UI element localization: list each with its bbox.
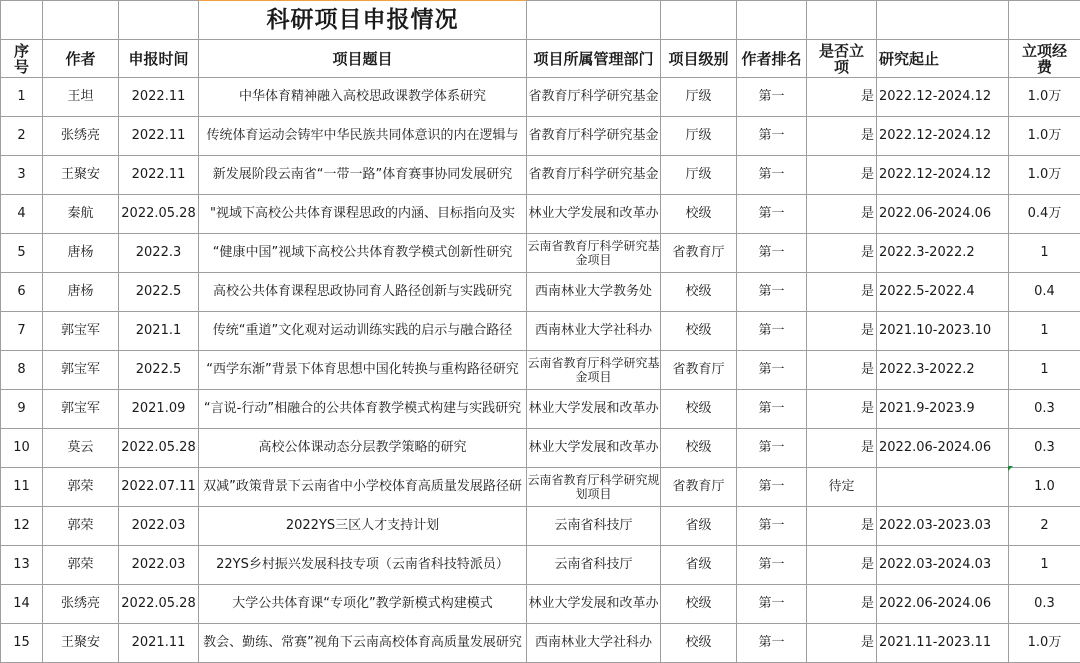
cell-time[interactable]: 2021.1: [119, 312, 199, 351]
cell-dept[interactable]: 云南省科技厅: [527, 507, 661, 546]
cell-dept[interactable]: 林业大学发展和改革办: [527, 390, 661, 429]
cell-no[interactable]: 8: [1, 351, 43, 390]
cell[interactable]: [1, 1, 43, 40]
cell-period[interactable]: 2022.5-2022.4: [877, 273, 1009, 312]
cell-period[interactable]: 2022.06-2024.06: [877, 585, 1009, 624]
cell-time[interactable]: 2021.11: [119, 624, 199, 663]
cell-approved[interactable]: 是: [807, 117, 877, 156]
cell[interactable]: [661, 1, 737, 40]
cell-period[interactable]: 2021.11-2023.11: [877, 624, 1009, 663]
header-rank[interactable]: 作者排名: [737, 40, 807, 78]
cell-period[interactable]: 2022.12-2024.12: [877, 117, 1009, 156]
cell-period[interactable]: 2022.03-2024.03: [877, 546, 1009, 585]
cell-time[interactable]: 2022.05.28: [119, 429, 199, 468]
cell-level[interactable]: 校级: [661, 195, 737, 234]
cell-dept[interactable]: 西南林业大学教务处: [527, 273, 661, 312]
cell[interactable]: [877, 1, 1009, 40]
cell-approved[interactable]: 是: [807, 78, 877, 117]
cell-topic[interactable]: 22YS乡村振兴发展科技专项（云南省科技特派员）: [199, 546, 527, 585]
header-author[interactable]: 作者: [43, 40, 119, 78]
table-row: [1, 312, 1080, 351]
cell-no[interactable]: 1: [1, 78, 43, 117]
table-row: [1, 351, 1080, 390]
cell-topic[interactable]: 教会、勤练、常赛”视角下云南高校体育高质量发展研究: [199, 624, 527, 663]
cell-period[interactable]: 2022.3-2022.2: [877, 351, 1009, 390]
header-topic[interactable]: 项目题目: [199, 40, 527, 78]
cell-fund[interactable]: 1: [1009, 234, 1080, 273]
cell-topic[interactable]: “健康中国”视域下高校公共体育教学模式创新性研究: [199, 234, 527, 273]
header-period[interactable]: 研究起止: [877, 40, 1009, 78]
cell-level[interactable]: 省级: [661, 507, 737, 546]
cell-author[interactable]: 郭荣: [43, 546, 119, 585]
cell-period[interactable]: 2021.10-2023.10: [877, 312, 1009, 351]
cell-no[interactable]: 9: [1, 390, 43, 429]
cell-level[interactable]: 校级: [661, 585, 737, 624]
cell-rank[interactable]: 第一: [737, 390, 807, 429]
cell-time[interactable]: 2022.3: [119, 234, 199, 273]
cell-fund[interactable]: 1.0万: [1009, 156, 1080, 195]
cell-no[interactable]: 12: [1, 507, 43, 546]
cell-approved[interactable]: 是: [807, 429, 877, 468]
cell[interactable]: [527, 1, 661, 40]
cell-fund[interactable]: 1.0: [1009, 468, 1080, 507]
cell-approved[interactable]: 是: [807, 390, 877, 429]
cell-fund[interactable]: 0.3: [1009, 390, 1080, 429]
cell-period[interactable]: 2022.3-2022.2: [877, 234, 1009, 273]
cell-author[interactable]: 王聚安: [43, 156, 119, 195]
cell-no[interactable]: 13: [1, 546, 43, 585]
cell-no[interactable]: 11: [1, 468, 43, 507]
cell-dept[interactable]: 省教育厅科学研究基金: [527, 156, 661, 195]
cell-level[interactable]: 省教育厅: [661, 468, 737, 507]
cell[interactable]: [807, 1, 877, 40]
cell-time[interactable]: 2022.5: [119, 351, 199, 390]
cell-fund[interactable]: 0.3: [1009, 429, 1080, 468]
cell-approved[interactable]: 是: [807, 234, 877, 273]
cell-dept[interactable]: 云南省教育厅科学研究规划项目: [527, 468, 661, 507]
header-dept[interactable]: 项目所属管理部门: [527, 40, 661, 78]
cell-fund[interactable]: 1: [1009, 546, 1080, 585]
cell-dept[interactable]: 林业大学发展和改革办: [527, 585, 661, 624]
cell-rank[interactable]: 第一: [737, 273, 807, 312]
cell-time[interactable]: 2022.11: [119, 117, 199, 156]
cell-topic[interactable]: 大学公共体育课“专项化”教学新模式构建模式: [199, 585, 527, 624]
cell-topic[interactable]: 传统“重道”文化观对运动训练实践的启示与融合路径: [199, 312, 527, 351]
cell-author[interactable]: 唐杨: [43, 273, 119, 312]
cell-fund[interactable]: 1.0万: [1009, 78, 1080, 117]
cell-topic[interactable]: “言说-行动”相融合的公共体育教学模式构建与实践研究: [199, 390, 527, 429]
cell-dept[interactable]: 云南省教育厅科学研究基金项目: [527, 351, 661, 390]
cell-dept[interactable]: 林业大学发展和改革办: [527, 195, 661, 234]
table-row: [1, 624, 1080, 663]
cell-rank[interactable]: 第一: [737, 117, 807, 156]
cell[interactable]: [43, 1, 119, 40]
cell-author[interactable]: 唐杨: [43, 234, 119, 273]
table-row: [1, 585, 1080, 624]
table-row: [1, 156, 1080, 195]
cell-rank[interactable]: 第一: [737, 195, 807, 234]
cell-level[interactable]: 校级: [661, 624, 737, 663]
page-title[interactable]: 科研项目申报情况: [199, 1, 527, 40]
table-row: [1, 234, 1080, 273]
cell-period[interactable]: [877, 468, 1009, 507]
cell-approved[interactable]: 是: [807, 507, 877, 546]
cell-topic[interactable]: 传统体育运动会铸牢中华民族共同体意识的内在逻辑与: [199, 117, 527, 156]
cell-author[interactable]: 秦航: [43, 195, 119, 234]
comment-marker: [1008, 466, 1013, 471]
cell-approved[interactable]: 是: [807, 624, 877, 663]
cell-topic[interactable]: 高校公体课动态分层教学策略的研究: [199, 429, 527, 468]
header-fund[interactable]: 立项经费: [1009, 40, 1080, 78]
cell-fund[interactable]: 1: [1009, 312, 1080, 351]
table-row: [1, 507, 1080, 546]
cell-time[interactable]: 2022.11: [119, 156, 199, 195]
header-level[interactable]: 项目级别: [661, 40, 737, 78]
cell-dept[interactable]: 西南林业大学社科办: [527, 312, 661, 351]
cell-no[interactable]: 14: [1, 585, 43, 624]
cell-topic[interactable]: 2022YS三区人才支持计划: [199, 507, 527, 546]
cell-no[interactable]: 6: [1, 273, 43, 312]
header-row: [1, 40, 1080, 78]
cell-period[interactable]: 2021.9-2023.9: [877, 390, 1009, 429]
cell-dept[interactable]: 云南省科技厅: [527, 546, 661, 585]
cell-dept[interactable]: 林业大学发展和改革办: [527, 429, 661, 468]
cell-level[interactable]: 厅级: [661, 156, 737, 195]
cell-approved[interactable]: 是: [807, 585, 877, 624]
cell-author[interactable]: 莫云: [43, 429, 119, 468]
header-time[interactable]: 申报时间: [119, 40, 199, 78]
cell-time[interactable]: 2022.05.28: [119, 585, 199, 624]
cell-rank[interactable]: 第一: [737, 585, 807, 624]
cell-period[interactable]: 2022.06-2024.06: [877, 195, 1009, 234]
cell-topic[interactable]: “西学东渐”背景下体育思想中国化转换与重构路径研究: [199, 351, 527, 390]
cell-level[interactable]: 校级: [661, 429, 737, 468]
table-row: [1, 468, 1080, 507]
table-row: [1, 390, 1080, 429]
cell-dept[interactable]: 云南省教育厅科学研究基金项目: [527, 234, 661, 273]
cell-level[interactable]: 省教育厅: [661, 234, 737, 273]
cell-dept[interactable]: 省教育厅科学研究基金: [527, 78, 661, 117]
cell-author[interactable]: 王坦: [43, 78, 119, 117]
cell-no[interactable]: 10: [1, 429, 43, 468]
cell-rank[interactable]: 第一: [737, 546, 807, 585]
cell-topic[interactable]: 中华体育精神融入高校思政课教学体系研究: [199, 78, 527, 117]
cell-fund[interactable]: 2: [1009, 507, 1080, 546]
cell-fund[interactable]: 0.4万: [1009, 195, 1080, 234]
cell-dept[interactable]: 西南林业大学社科办: [527, 624, 661, 663]
cell-no[interactable]: 3: [1, 156, 43, 195]
cell-period[interactable]: 2022.03-2023.03: [877, 507, 1009, 546]
header-no[interactable]: 序号: [1, 40, 43, 78]
cell-time[interactable]: 2022.03: [119, 507, 199, 546]
table-row: [1, 546, 1080, 585]
cell-level[interactable]: 省级: [661, 546, 737, 585]
cell-level[interactable]: 校级: [661, 312, 737, 351]
cell-fund[interactable]: 1: [1009, 351, 1080, 390]
cell-fund[interactable]: 1.0万: [1009, 117, 1080, 156]
cell-period[interactable]: 2022.12-2024.12: [877, 156, 1009, 195]
cell-approved[interactable]: 是: [807, 195, 877, 234]
cell-author[interactable]: 张绣亮: [43, 117, 119, 156]
cell-level[interactable]: 厅级: [661, 117, 737, 156]
cell-level[interactable]: 校级: [661, 273, 737, 312]
cell-no[interactable]: 7: [1, 312, 43, 351]
cell-level[interactable]: 校级: [661, 390, 737, 429]
header-approved[interactable]: 是否立项: [807, 40, 877, 78]
cell-approved[interactable]: 是: [807, 273, 877, 312]
cell-time[interactable]: 2022.5: [119, 273, 199, 312]
cell-rank[interactable]: 第一: [737, 468, 807, 507]
cell-approved[interactable]: 是: [807, 312, 877, 351]
cell-rank[interactable]: 第一: [737, 78, 807, 117]
cell-level[interactable]: 厅级: [661, 78, 737, 117]
cell-topic[interactable]: "视域下高校公共体育课程思政的内涵、目标指向及实: [199, 195, 527, 234]
cell[interactable]: [119, 1, 199, 40]
cell-period[interactable]: 2022.06-2024.06: [877, 429, 1009, 468]
cell-no[interactable]: 2: [1, 117, 43, 156]
table-row: [1, 429, 1080, 468]
cell-author[interactable]: 郭荣: [43, 468, 119, 507]
table-row: [1, 195, 1080, 234]
cell-approved[interactable]: 是: [807, 156, 877, 195]
cell-no[interactable]: 15: [1, 624, 43, 663]
cell-topic[interactable]: 高校公共体育课程思政协同育人路径创新与实践研究: [199, 273, 527, 312]
cell-no[interactable]: 4: [1, 195, 43, 234]
cell-approved[interactable]: 待定: [807, 468, 877, 507]
cell-no[interactable]: 5: [1, 234, 43, 273]
cell-time[interactable]: 2022.11: [119, 78, 199, 117]
cell-topic[interactable]: 新发展阶段云南省“一带一路”体育赛事协同发展研究: [199, 156, 527, 195]
cell-rank[interactable]: 第一: [737, 351, 807, 390]
cell-dept[interactable]: 省教育厅科学研究基金: [527, 117, 661, 156]
cell-fund[interactable]: 1.0万: [1009, 624, 1080, 663]
cell[interactable]: [1009, 1, 1080, 40]
cell-topic[interactable]: 双减”政策背景下云南省中小学校体育高质量发展路径研: [199, 468, 527, 507]
cell-fund[interactable]: 0.3: [1009, 585, 1080, 624]
table-row: [1, 117, 1080, 156]
cell-approved[interactable]: 是: [807, 546, 877, 585]
cell-author[interactable]: 郭荣: [43, 507, 119, 546]
table-row: [1, 78, 1080, 117]
cell-rank[interactable]: 第一: [737, 429, 807, 468]
cell-author[interactable]: 张绣亮: [43, 585, 119, 624]
cell-time[interactable]: 2022.07.11: [119, 468, 199, 507]
cell-level[interactable]: 省教育厅: [661, 351, 737, 390]
table-row: [1, 273, 1080, 312]
cell-author[interactable]: 郭宝军: [43, 390, 119, 429]
cell-fund[interactable]: 0.4: [1009, 273, 1080, 312]
cell-time[interactable]: 2021.09: [119, 390, 199, 429]
cell-time[interactable]: 2022.03: [119, 546, 199, 585]
cell-approved[interactable]: 是: [807, 351, 877, 390]
cell-rank[interactable]: 第一: [737, 312, 807, 351]
cell-rank[interactable]: 第一: [737, 624, 807, 663]
cell-author[interactable]: 王聚安: [43, 624, 119, 663]
cell-author[interactable]: 郭宝军: [43, 312, 119, 351]
cell-rank[interactable]: 第一: [737, 507, 807, 546]
cell-author[interactable]: 郭宝军: [43, 351, 119, 390]
cell-rank[interactable]: 第一: [737, 234, 807, 273]
cell-rank[interactable]: 第一: [737, 156, 807, 195]
cell[interactable]: [737, 1, 807, 40]
cell-period[interactable]: 2022.12-2024.12: [877, 78, 1009, 117]
cell-time[interactable]: 2022.05.28: [119, 195, 199, 234]
